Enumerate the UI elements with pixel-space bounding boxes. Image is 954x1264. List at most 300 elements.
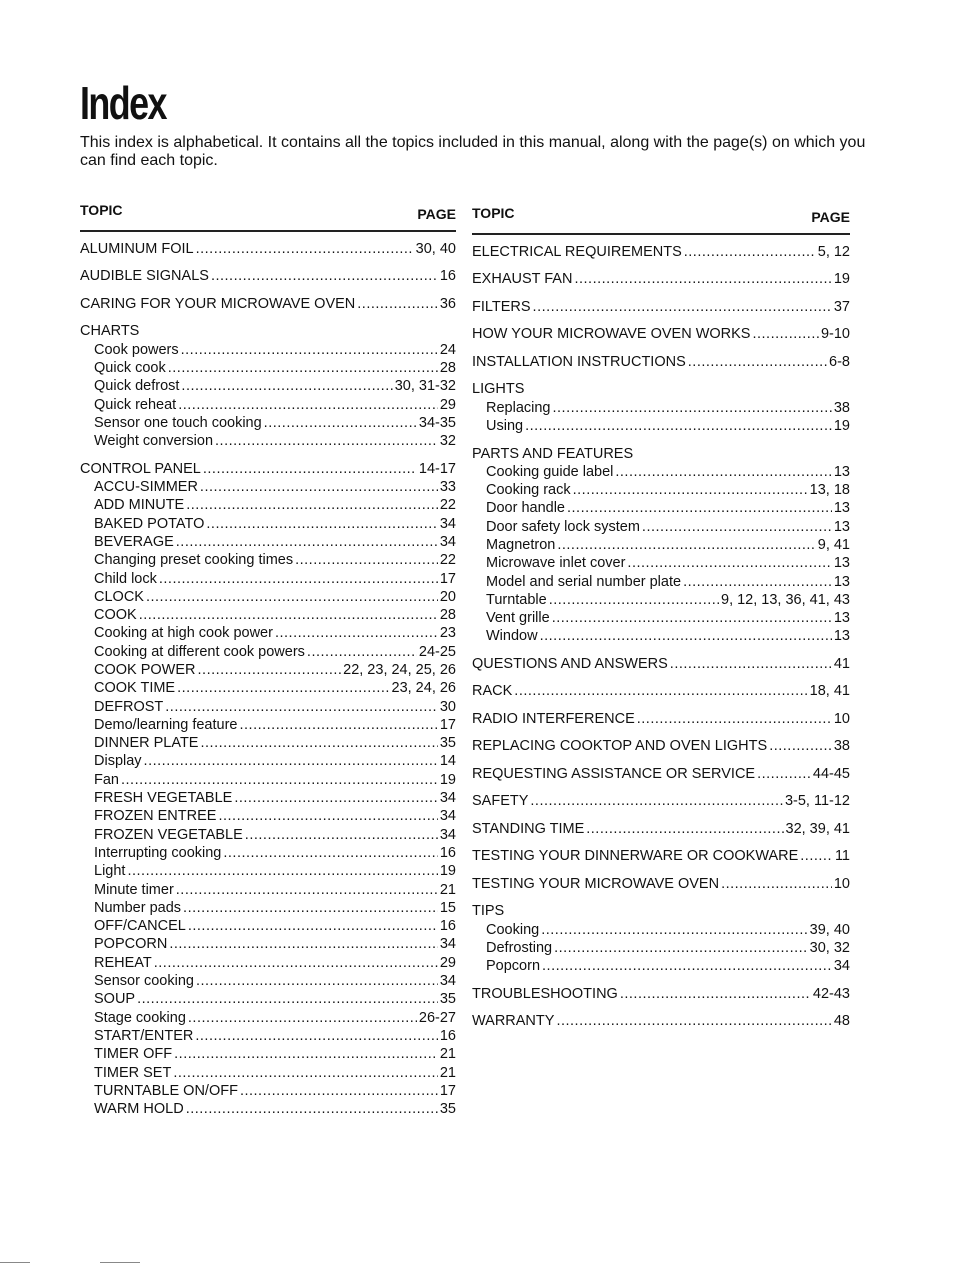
sub-entry xyxy=(80,570,456,588)
entry-pages: 21 xyxy=(439,1046,456,1063)
sub-entry xyxy=(472,536,850,554)
entry-topic: Number pads xyxy=(94,899,182,916)
entry-pages: 42-43 xyxy=(812,985,850,1002)
dot-leader xyxy=(198,661,342,679)
entry-pages: 19 xyxy=(833,271,850,288)
page-title: Index xyxy=(80,77,166,129)
dot-leader xyxy=(127,862,437,880)
entry-topic: Vent grille xyxy=(486,610,550,627)
dot-leader xyxy=(553,399,832,417)
entry-topic: Light xyxy=(94,863,126,880)
dot-leader xyxy=(530,792,783,810)
sub-entry xyxy=(472,417,850,435)
entry-topic: Sensor one touch cooking xyxy=(94,414,262,431)
entry-pages: 38 xyxy=(833,399,850,416)
dot-leader xyxy=(295,551,438,569)
sub-entries xyxy=(80,478,456,1118)
dot-leader xyxy=(215,432,438,450)
dot-leader xyxy=(168,359,438,377)
entry-topic: Model and serial number plate xyxy=(486,573,682,590)
entry-pages: 13, 18 xyxy=(809,482,850,499)
sub-entry xyxy=(80,533,456,551)
entry-topic: SOUP xyxy=(94,991,136,1008)
entry-topic: START/ENTER xyxy=(94,1027,194,1044)
dot-leader xyxy=(188,917,438,935)
dot-leader xyxy=(642,518,832,536)
dot-leader xyxy=(637,710,832,728)
index-column-right xyxy=(472,205,850,1030)
sub-entry xyxy=(472,399,850,417)
entry-topic: Cooking at different cook powers xyxy=(94,643,305,660)
entry-topic: Cooking guide label xyxy=(486,463,614,480)
entry-topic: Door safety lock system xyxy=(486,518,640,535)
entry-topic: RACK xyxy=(472,683,513,700)
index-entry xyxy=(472,270,850,288)
entry-pages: 19 xyxy=(439,771,456,788)
entry-topic: Turntable xyxy=(486,591,547,608)
entry-pages: 17 xyxy=(439,716,456,733)
dot-leader xyxy=(670,655,832,673)
index-group xyxy=(80,267,456,285)
sub-entry xyxy=(472,554,850,572)
group-heading xyxy=(472,902,850,920)
entry-topic: Demo/learning feature xyxy=(94,716,238,733)
entry-topic: Magnetron xyxy=(486,536,556,553)
entry-pages: 23, 24, 26 xyxy=(391,680,456,697)
entry-topic: Cooking xyxy=(486,921,540,938)
index-entry xyxy=(472,682,850,700)
entry-pages: 11 xyxy=(834,848,850,865)
sub-entry xyxy=(80,917,456,935)
sub-entries xyxy=(472,463,850,646)
entry-topic: INSTALLATION INSTRUCTIONS xyxy=(472,353,686,370)
index-group xyxy=(80,460,456,1119)
entry-topic: TURNTABLE ON/OFF xyxy=(94,1082,238,1099)
entry-pages: 22 xyxy=(439,497,456,514)
entry-pages: 28 xyxy=(439,607,456,624)
index-group xyxy=(472,902,850,975)
entry-topic: Defrosting xyxy=(486,939,553,956)
entry-topic: FILTERS xyxy=(472,298,531,315)
entry-topic: POPCORN xyxy=(94,936,168,953)
dot-leader xyxy=(186,1100,438,1118)
dot-leader xyxy=(186,496,438,514)
group-heading xyxy=(80,322,456,340)
entry-pages: 14-17 xyxy=(418,460,456,477)
entry-topic: FROZEN VEGETABLE xyxy=(94,826,243,843)
index-entry xyxy=(472,710,850,728)
entry-pages: 34 xyxy=(439,936,456,953)
sub-entry xyxy=(80,359,456,377)
index-group xyxy=(472,1012,850,1030)
entry-topic: CLOCK xyxy=(94,588,144,605)
dot-leader xyxy=(264,414,417,432)
entry-topic: EXHAUST FAN xyxy=(472,271,573,288)
entry-topic: SAFETY xyxy=(472,793,529,810)
entry-pages: 30, 31-32 xyxy=(394,378,456,395)
entry-topic: ELECTRICAL REQUIREMENTS xyxy=(472,244,682,260)
dot-leader xyxy=(757,765,811,783)
sub-entry xyxy=(80,377,456,395)
entry-pages: 16 xyxy=(439,918,456,935)
index-entry xyxy=(472,655,850,673)
sub-entry xyxy=(472,499,850,517)
entry-pages: 34 xyxy=(439,533,456,550)
sub-entry xyxy=(80,478,456,496)
entry-pages: 13 xyxy=(833,518,850,535)
entry-topic: Display xyxy=(94,753,142,770)
dot-leader xyxy=(200,478,438,496)
entry-pages: 36 xyxy=(439,295,456,312)
dot-leader xyxy=(541,921,807,939)
entry-topic: WARM HOLD xyxy=(94,1101,184,1118)
index-entry xyxy=(472,353,850,371)
sub-entry xyxy=(472,609,850,627)
entry-topic: Sensor cooking xyxy=(94,973,194,990)
sub-entry xyxy=(80,844,456,862)
entry-pages: 21 xyxy=(439,881,456,898)
sub-entry xyxy=(80,807,456,825)
page-header: PAGE xyxy=(811,209,850,225)
entry-pages: 29 xyxy=(439,396,456,413)
sub-entry xyxy=(80,396,456,414)
index-group xyxy=(472,875,850,893)
dot-leader xyxy=(174,1045,438,1063)
entry-topic: Quick cook xyxy=(94,360,166,377)
entry-pages: 24-25 xyxy=(418,643,456,660)
sub-entry xyxy=(472,573,850,591)
dot-leader xyxy=(139,606,438,624)
entry-pages: 30 xyxy=(439,698,456,715)
entry-topic: RADIO INTERFERENCE xyxy=(472,710,635,727)
index-group xyxy=(472,298,850,316)
entry-pages: 33 xyxy=(439,479,456,496)
entry-topic: CARING FOR YOUR MICROWAVE OVEN xyxy=(80,295,356,312)
entry-topic: Fan xyxy=(94,771,119,788)
entry-topic: REPLACING COOKTOP AND OVEN LIGHTS xyxy=(472,738,768,755)
index-group xyxy=(472,655,850,673)
dot-leader xyxy=(574,270,831,288)
sub-entry xyxy=(80,734,456,752)
entry-pages: 35 xyxy=(439,1101,456,1118)
sub-entry xyxy=(472,939,850,957)
entry-topic: FROZEN ENTREE xyxy=(94,808,217,825)
index-entry xyxy=(472,737,850,755)
entry-topic: QUESTIONS AND ANSWERS xyxy=(472,655,668,672)
dot-leader xyxy=(567,499,832,517)
entry-topic: Popcorn xyxy=(486,958,541,975)
dot-leader xyxy=(178,396,438,414)
index-group xyxy=(472,380,850,435)
sub-entry xyxy=(80,679,456,697)
entry-topic: WARRANTY xyxy=(472,1013,555,1030)
sub-entry xyxy=(472,481,850,499)
entry-topic: COOK xyxy=(94,607,137,624)
topic-header: TOPIC xyxy=(80,202,123,218)
entry-topic: Quick reheat xyxy=(94,396,177,413)
index-entry xyxy=(472,298,850,316)
dot-leader xyxy=(177,679,389,697)
entry-pages: 30, 32 xyxy=(809,939,850,956)
entry-pages: 30, 40 xyxy=(415,241,456,257)
entry-topic: Window xyxy=(486,628,538,645)
entry-pages: 6-8 xyxy=(829,353,850,370)
entry-pages: 34-35 xyxy=(418,414,456,431)
entry-topic: LIGHTS xyxy=(472,381,525,398)
dot-leader xyxy=(552,609,832,627)
entry-pages: 14 xyxy=(439,753,456,770)
dot-leader xyxy=(683,573,832,591)
entry-topic: Microwave inlet cover xyxy=(486,555,626,572)
dot-leader xyxy=(196,240,414,258)
entry-pages: 35 xyxy=(439,735,456,752)
entry-pages: 10 xyxy=(833,710,850,727)
entry-pages: 16 xyxy=(439,1027,456,1044)
index-group xyxy=(472,682,850,700)
sub-entry xyxy=(80,972,456,990)
entry-topic: HOW YOUR MICROWAVE OVEN WORKS xyxy=(472,326,751,343)
sub-entry xyxy=(80,1045,456,1063)
entry-topic: BAKED POTATO xyxy=(94,515,205,532)
entry-topic: Cook powers xyxy=(94,341,179,358)
index-group xyxy=(80,322,456,450)
entry-pages: 21 xyxy=(439,1064,456,1081)
entry-topic: STANDING TIME xyxy=(472,820,585,837)
entry-topic: Cooking at high cook power xyxy=(94,625,273,642)
dot-leader xyxy=(218,807,437,825)
entry-topic: Minute timer xyxy=(94,881,174,898)
index-entry xyxy=(472,765,850,783)
dot-leader xyxy=(549,591,719,609)
index-entry xyxy=(80,295,456,313)
sub-entry xyxy=(80,716,456,734)
entry-topic: FRESH VEGETABLE xyxy=(94,790,233,807)
sub-entries xyxy=(472,921,850,976)
index-group xyxy=(472,765,850,783)
dot-leader xyxy=(684,243,816,261)
dot-leader xyxy=(200,734,437,752)
sub-entry xyxy=(80,1064,456,1082)
entry-topic: COOK POWER xyxy=(94,661,196,678)
dot-leader xyxy=(525,417,832,435)
dot-leader xyxy=(307,643,417,661)
index-group xyxy=(472,985,850,1003)
dot-leader xyxy=(206,515,437,533)
dot-leader xyxy=(181,341,438,359)
entry-pages: 9-10 xyxy=(820,326,850,343)
topic-header: TOPIC xyxy=(472,205,515,221)
entry-topic: ADD MINUTE xyxy=(94,497,185,514)
index-column-left xyxy=(80,202,456,1118)
entry-pages: 22 xyxy=(439,552,456,569)
column-header xyxy=(80,202,456,232)
entry-pages: 34 xyxy=(833,958,850,975)
sub-entry xyxy=(80,881,456,899)
index-group xyxy=(472,820,850,838)
sub-entry xyxy=(80,551,456,569)
dot-leader xyxy=(620,985,811,1003)
dot-leader xyxy=(556,1012,831,1030)
entry-topic: Quick defrost xyxy=(94,378,180,395)
sub-entry xyxy=(80,826,456,844)
dot-leader xyxy=(234,789,438,807)
entry-topic: PARTS AND FEATURES xyxy=(472,445,634,462)
entry-topic: REHEAT xyxy=(94,954,152,971)
entry-pages: 16 xyxy=(439,844,456,861)
dot-leader xyxy=(223,844,438,862)
dot-leader xyxy=(176,533,438,551)
entry-pages: 10 xyxy=(833,875,850,892)
index-entry xyxy=(472,792,850,810)
dot-leader xyxy=(752,325,819,343)
sub-entry xyxy=(80,341,456,359)
dot-leader xyxy=(146,588,438,606)
entry-pages: 48 xyxy=(833,1013,850,1030)
index-entry xyxy=(472,985,850,1003)
sub-entry xyxy=(80,588,456,606)
sub-entry xyxy=(80,789,456,807)
dot-leader xyxy=(557,536,815,554)
entry-pages: 18, 41 xyxy=(809,683,850,700)
entry-topic: TIMER OFF xyxy=(94,1046,173,1063)
sub-entry xyxy=(80,899,456,917)
sub-entry xyxy=(80,624,456,642)
index-entry xyxy=(472,847,850,865)
dot-leader xyxy=(275,624,438,642)
index-group xyxy=(80,240,456,258)
sub-entry xyxy=(80,954,456,972)
entry-topic: Interrupting cooking xyxy=(94,844,222,861)
dot-leader xyxy=(176,881,438,899)
dot-leader xyxy=(159,570,438,588)
entry-topic: Replacing xyxy=(486,399,551,416)
index-group xyxy=(472,847,850,865)
index-group xyxy=(472,710,850,728)
sub-entry xyxy=(80,771,456,789)
index-entry xyxy=(472,875,850,893)
entry-pages: 23 xyxy=(439,625,456,642)
sub-entry xyxy=(472,627,850,645)
dot-leader xyxy=(173,1064,438,1082)
dot-leader xyxy=(615,463,831,481)
entry-topic: TESTING YOUR DINNERWARE OR COOKWARE xyxy=(472,848,799,865)
intro-text: This index is alphabetical. It contains all the topics included in this manual, along with the page(s) on which you can find each topic. xyxy=(80,134,866,169)
sub-entry xyxy=(472,591,850,609)
sub-entry xyxy=(80,661,456,679)
group-heading xyxy=(80,460,456,478)
dot-leader xyxy=(154,954,438,972)
dot-leader xyxy=(721,875,832,893)
entry-topic: Cooking rack xyxy=(486,482,571,499)
index-entry xyxy=(80,240,456,258)
entry-pages: 13 xyxy=(833,500,850,517)
entry-pages: 37 xyxy=(833,298,850,315)
entry-pages: 9, 41 xyxy=(817,536,850,553)
entry-pages: 13 xyxy=(833,555,850,572)
sub-entry xyxy=(80,752,456,770)
entry-pages: 34 xyxy=(439,808,456,825)
entry-topic: Changing preset cooking times xyxy=(94,552,294,569)
entry-topic: CHARTS xyxy=(80,323,140,340)
entry-pages: 32 xyxy=(439,433,456,450)
entry-topic: REQUESTING ASSISTANCE OR SERVICE xyxy=(472,765,756,782)
entry-pages: 39, 40 xyxy=(809,921,850,938)
sub-entry xyxy=(80,1100,456,1118)
entry-pages: 32, 39, 41 xyxy=(785,820,850,837)
entry-pages: 34 xyxy=(439,790,456,807)
entry-topic: OFF/CANCEL xyxy=(94,918,186,935)
sub-entries xyxy=(472,399,850,436)
entry-pages: 19 xyxy=(833,418,850,435)
sub-entry xyxy=(472,921,850,939)
entry-topic: ACCU-SIMMER xyxy=(94,479,198,496)
entry-pages: 17 xyxy=(439,570,456,587)
entry-topic: COOK TIME xyxy=(94,680,176,697)
entry-topic: TESTING YOUR MICROWAVE OVEN xyxy=(472,875,720,892)
entry-topic: Stage cooking xyxy=(94,1009,186,1026)
index-entries-right xyxy=(472,243,850,1030)
entry-pages: 13 xyxy=(833,573,850,590)
entry-pages: 15 xyxy=(439,899,456,916)
sub-entry xyxy=(472,518,850,536)
index-entry xyxy=(472,325,850,343)
dot-leader xyxy=(165,698,438,716)
dot-leader xyxy=(183,899,438,917)
dot-leader xyxy=(357,295,438,313)
sub-entry xyxy=(80,935,456,953)
index-group xyxy=(472,270,850,288)
dot-leader xyxy=(137,990,438,1008)
index-group xyxy=(80,295,456,313)
sub-entry xyxy=(80,414,456,432)
sub-entry xyxy=(80,698,456,716)
dot-leader xyxy=(239,716,437,734)
dot-leader xyxy=(245,826,438,844)
entry-pages: 24 xyxy=(439,341,456,358)
entry-pages: 13 xyxy=(833,463,850,480)
entry-pages: 5, 12 xyxy=(817,244,850,260)
dot-leader xyxy=(203,460,417,478)
entry-topic: TIPS xyxy=(472,903,505,920)
entry-topic: Child lock xyxy=(94,570,157,587)
sub-entry xyxy=(80,515,456,533)
dot-leader xyxy=(800,847,833,865)
entry-topic: TIMER SET xyxy=(94,1064,172,1081)
entry-pages: 9, 12, 13, 36, 41, 43 xyxy=(721,591,850,608)
index-group xyxy=(472,737,850,755)
entry-pages: 13 xyxy=(833,610,850,627)
sub-entry xyxy=(80,1027,456,1045)
entry-topic: BEVERAGE xyxy=(94,533,174,550)
entry-pages: 29 xyxy=(439,954,456,971)
dot-leader xyxy=(554,939,808,957)
dot-leader xyxy=(181,377,392,395)
entry-pages: 16 xyxy=(439,268,456,285)
index-group xyxy=(472,243,850,261)
entry-pages: 19 xyxy=(439,863,456,880)
index-group xyxy=(472,353,850,371)
sub-entry xyxy=(80,496,456,514)
entry-pages: 28 xyxy=(439,360,456,377)
sub-entry xyxy=(472,463,850,481)
index-entry xyxy=(472,820,850,838)
sub-entry xyxy=(80,990,456,1008)
entry-topic: CONTROL PANEL xyxy=(80,460,201,477)
entry-pages: 44-45 xyxy=(812,765,850,782)
dot-leader xyxy=(769,737,832,755)
entry-topic: TROUBLESHOOTING xyxy=(472,985,618,1002)
column-header xyxy=(472,205,850,235)
